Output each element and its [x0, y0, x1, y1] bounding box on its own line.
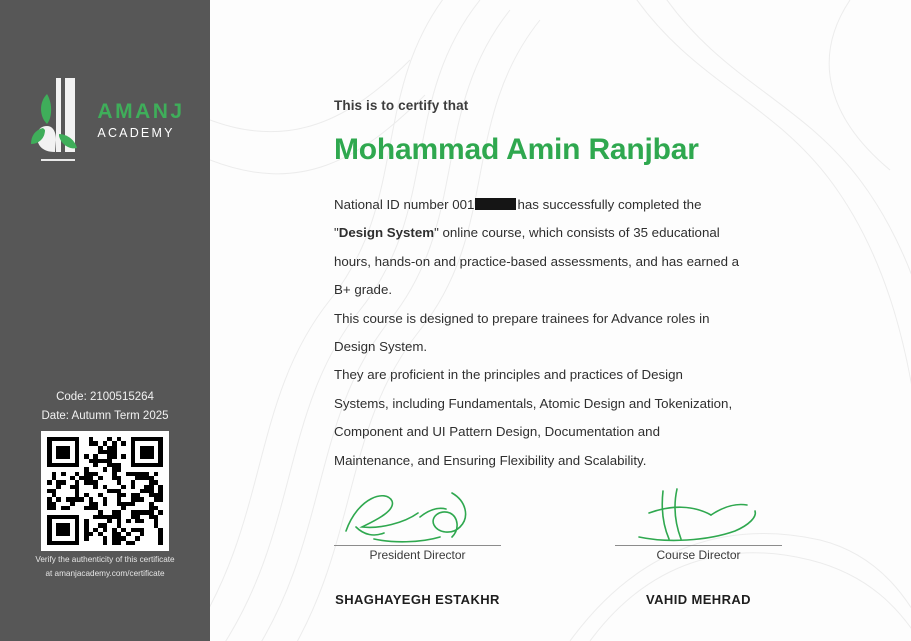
signature-name: SHAGHAYEGH ESTAKHR: [335, 592, 500, 607]
verification-line-2: at amanjacademy.com/certificate: [45, 569, 165, 578]
national-id-prefix: National ID number 001: [334, 197, 475, 212]
paragraph-line-9: Component and UI Pattern Design, Documentation and: [334, 424, 660, 440]
logo-name: AMANJ: [97, 99, 185, 123]
signature-rule: [615, 545, 782, 546]
certificate-sidebar: [0, 0, 210, 641]
certificate-text-block: [210, 0, 911, 475]
certificate-meta: [0, 388, 210, 426]
paragraph-line-6: Design System.: [334, 339, 428, 355]
signature-rule: [334, 545, 501, 546]
national-id-suffix: has successfully completed the: [517, 197, 702, 212]
signature-name: VAHID MEHRAD: [646, 592, 751, 607]
certificate-body: [210, 0, 911, 641]
certificate-paragraphs: [334, 191, 786, 475]
verification-line-1: Verify the authenticity of this certificate: [35, 555, 175, 564]
recipient-name: Mohammad Amin Ranjbar: [334, 133, 699, 166]
signature-area: [334, 487, 894, 607]
logo-subtitle: ACADEMY: [97, 125, 175, 140]
paragraph-line-10: Maintenance, and Ensuring Flexibility and Scalability.: [334, 452, 647, 468]
paragraph-line-3: hours, hands-on and practice-based assessments, and has earned a: [334, 253, 740, 269]
signature-block-course-director: [615, 487, 782, 607]
paragraph-line-1: [334, 191, 786, 219]
certificate-code: Code: 2100515264: [56, 391, 154, 403]
redaction-bar-icon: [475, 198, 516, 210]
signature-role: President Director: [369, 548, 466, 562]
course-name: Design System: [338, 225, 435, 241]
verification-note: [0, 553, 210, 581]
signature-role: Course Director: [656, 548, 741, 562]
signature-block-president: [334, 487, 501, 607]
quote-close: ": [434, 225, 439, 241]
paragraph-line-5: This course is designed to prepare trainees for Advance roles in: [334, 310, 710, 326]
handwritten-signature-icon: [334, 487, 501, 545]
paragraph-line-8: Systems, including Fundamentals, Atomic Design and Tokenization,: [334, 395, 733, 411]
certify-label: This is to certify that: [334, 98, 469, 113]
certificate-date: Date: Autumn Term 2025: [41, 410, 169, 422]
qr-code-icon[interactable]: [41, 431, 169, 551]
quote-open: ": [334, 225, 339, 241]
tree-leaf-logo-icon: [25, 72, 89, 168]
academy-logo: [0, 72, 210, 168]
paragraph-line-4: B+ grade.: [334, 282, 393, 298]
paragraph-line-2: [334, 219, 786, 247]
paragraph-line-7: They are proficient in the principles and practices of Design: [334, 367, 683, 383]
paragraph-line-2-rest: online course, which consists of 35 educational: [438, 225, 720, 241]
handwritten-signature-icon: [615, 487, 782, 545]
